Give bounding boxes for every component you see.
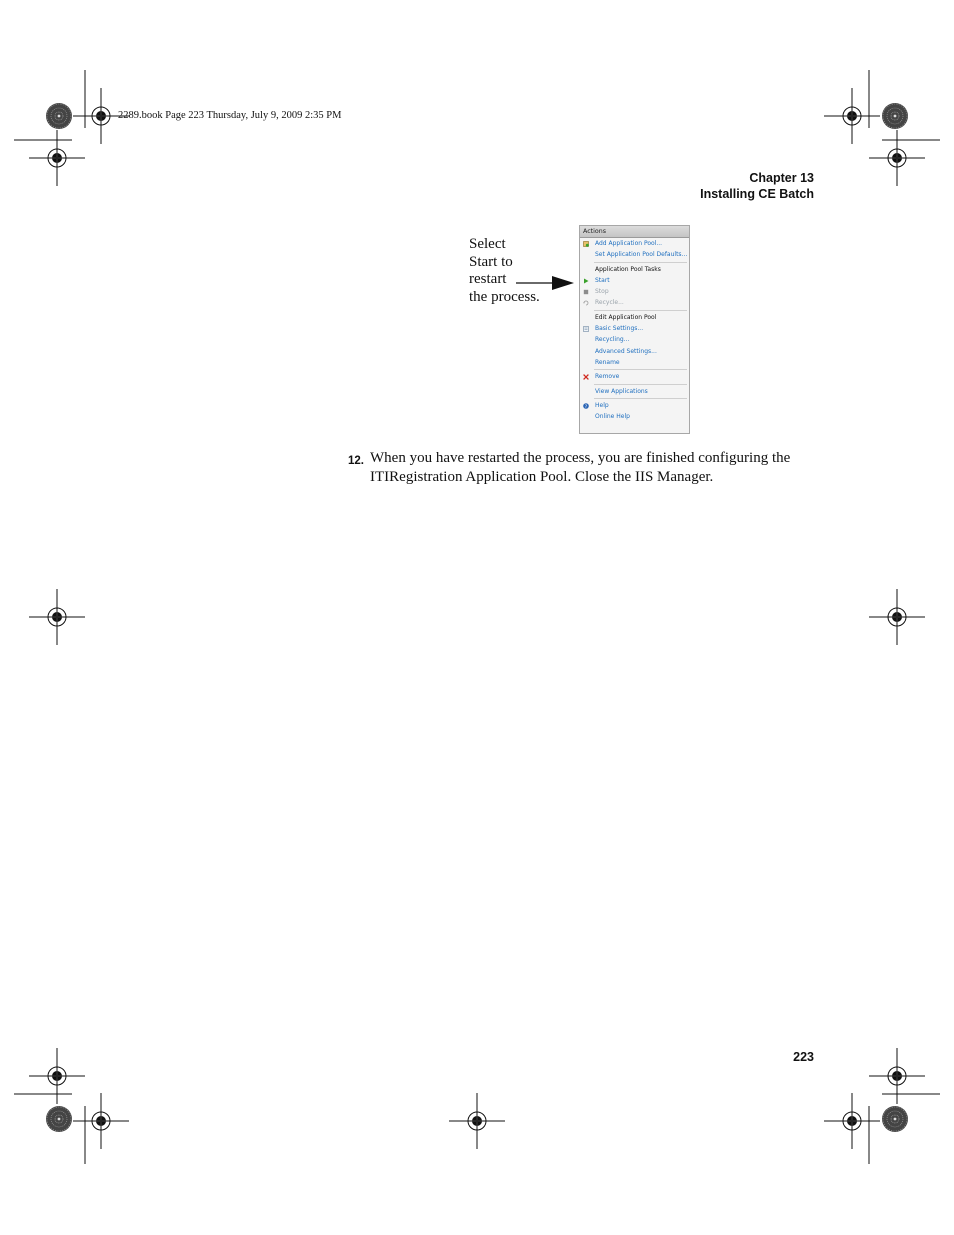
advanced-settings-label: Advanced Settings... — [595, 347, 657, 355]
pool-tasks-heading-label: Application Pool Tasks — [595, 265, 661, 273]
start-label: Start — [595, 276, 610, 284]
stop-label: Stop — [595, 288, 609, 296]
online-help-label: Online Help — [595, 413, 630, 421]
callout-line: restart — [469, 271, 507, 287]
actions-panel — [579, 225, 690, 434]
callout-line: Start to — [469, 253, 513, 270]
recycle-action — [580, 297, 689, 308]
start-icon — [583, 278, 589, 284]
step-text: When you have restarted the process, you are finished configuring the ITIRegistration Application Pool. Close the IIS Manager. — [370, 450, 791, 485]
panel-separator — [594, 310, 687, 311]
step-number: 12. — [348, 455, 364, 467]
panel-separator — [594, 398, 687, 399]
running-head-title: Installing CE Batch — [700, 187, 814, 201]
set-pool-defaults-action[interactable] — [580, 249, 689, 260]
view-applications-action[interactable] — [580, 386, 689, 397]
panel-separator — [594, 369, 687, 370]
svg-text:?: ? — [584, 404, 588, 409]
edit-pool-heading — [580, 312, 689, 323]
pool-tasks-heading — [580, 264, 689, 275]
remove-action[interactable] — [580, 371, 689, 382]
panel-separator — [594, 384, 687, 385]
advanced-settings-action[interactable] — [580, 346, 689, 357]
callout-line: Select — [469, 236, 506, 252]
callout-text — [469, 236, 540, 306]
settings-icon — [583, 326, 589, 332]
help-icon — [583, 403, 589, 409]
callout-arrow — [516, 274, 576, 292]
basic-settings-action[interactable] — [580, 323, 689, 334]
recycle-icon — [583, 300, 589, 306]
page-number: 223 — [793, 1050, 814, 1064]
edit-pool-heading-label: Edit Application Pool — [595, 313, 657, 321]
view-applications-label: View Applications — [595, 387, 648, 395]
online-help-action[interactable] — [580, 411, 689, 422]
step-12 — [348, 449, 818, 487]
add-application-pool-action[interactable] — [580, 238, 689, 249]
page-slug: 2289.book Page 223 Thursday, July 9, 2009 2:35 PM — [118, 110, 342, 121]
recycling-action[interactable] — [580, 334, 689, 345]
running-head-chapter: Chapter 13 — [749, 171, 814, 185]
recycling-label: Recycling... — [595, 336, 630, 344]
panel-separator — [594, 262, 687, 263]
set-pool-defaults-label: Set Application Pool Defaults... — [595, 251, 688, 259]
remove-label: Remove — [595, 373, 620, 381]
start-action[interactable] — [580, 275, 689, 286]
callout-line: the process. — [469, 288, 540, 305]
rename-action[interactable] — [580, 357, 689, 368]
remove-icon — [583, 374, 589, 380]
add-application-pool-label: Add Application Pool... — [595, 240, 663, 247]
actions-panel-header: Actions — [580, 226, 689, 238]
add-pool-icon — [583, 241, 589, 247]
help-action[interactable] — [580, 400, 689, 411]
stop-icon — [583, 289, 589, 295]
rename-label: Rename — [595, 358, 620, 366]
recycle-label: Recycle... — [595, 299, 624, 307]
help-label: Help — [595, 401, 609, 409]
stop-action — [580, 286, 689, 297]
basic-settings-label: Basic Settings... — [595, 325, 644, 333]
